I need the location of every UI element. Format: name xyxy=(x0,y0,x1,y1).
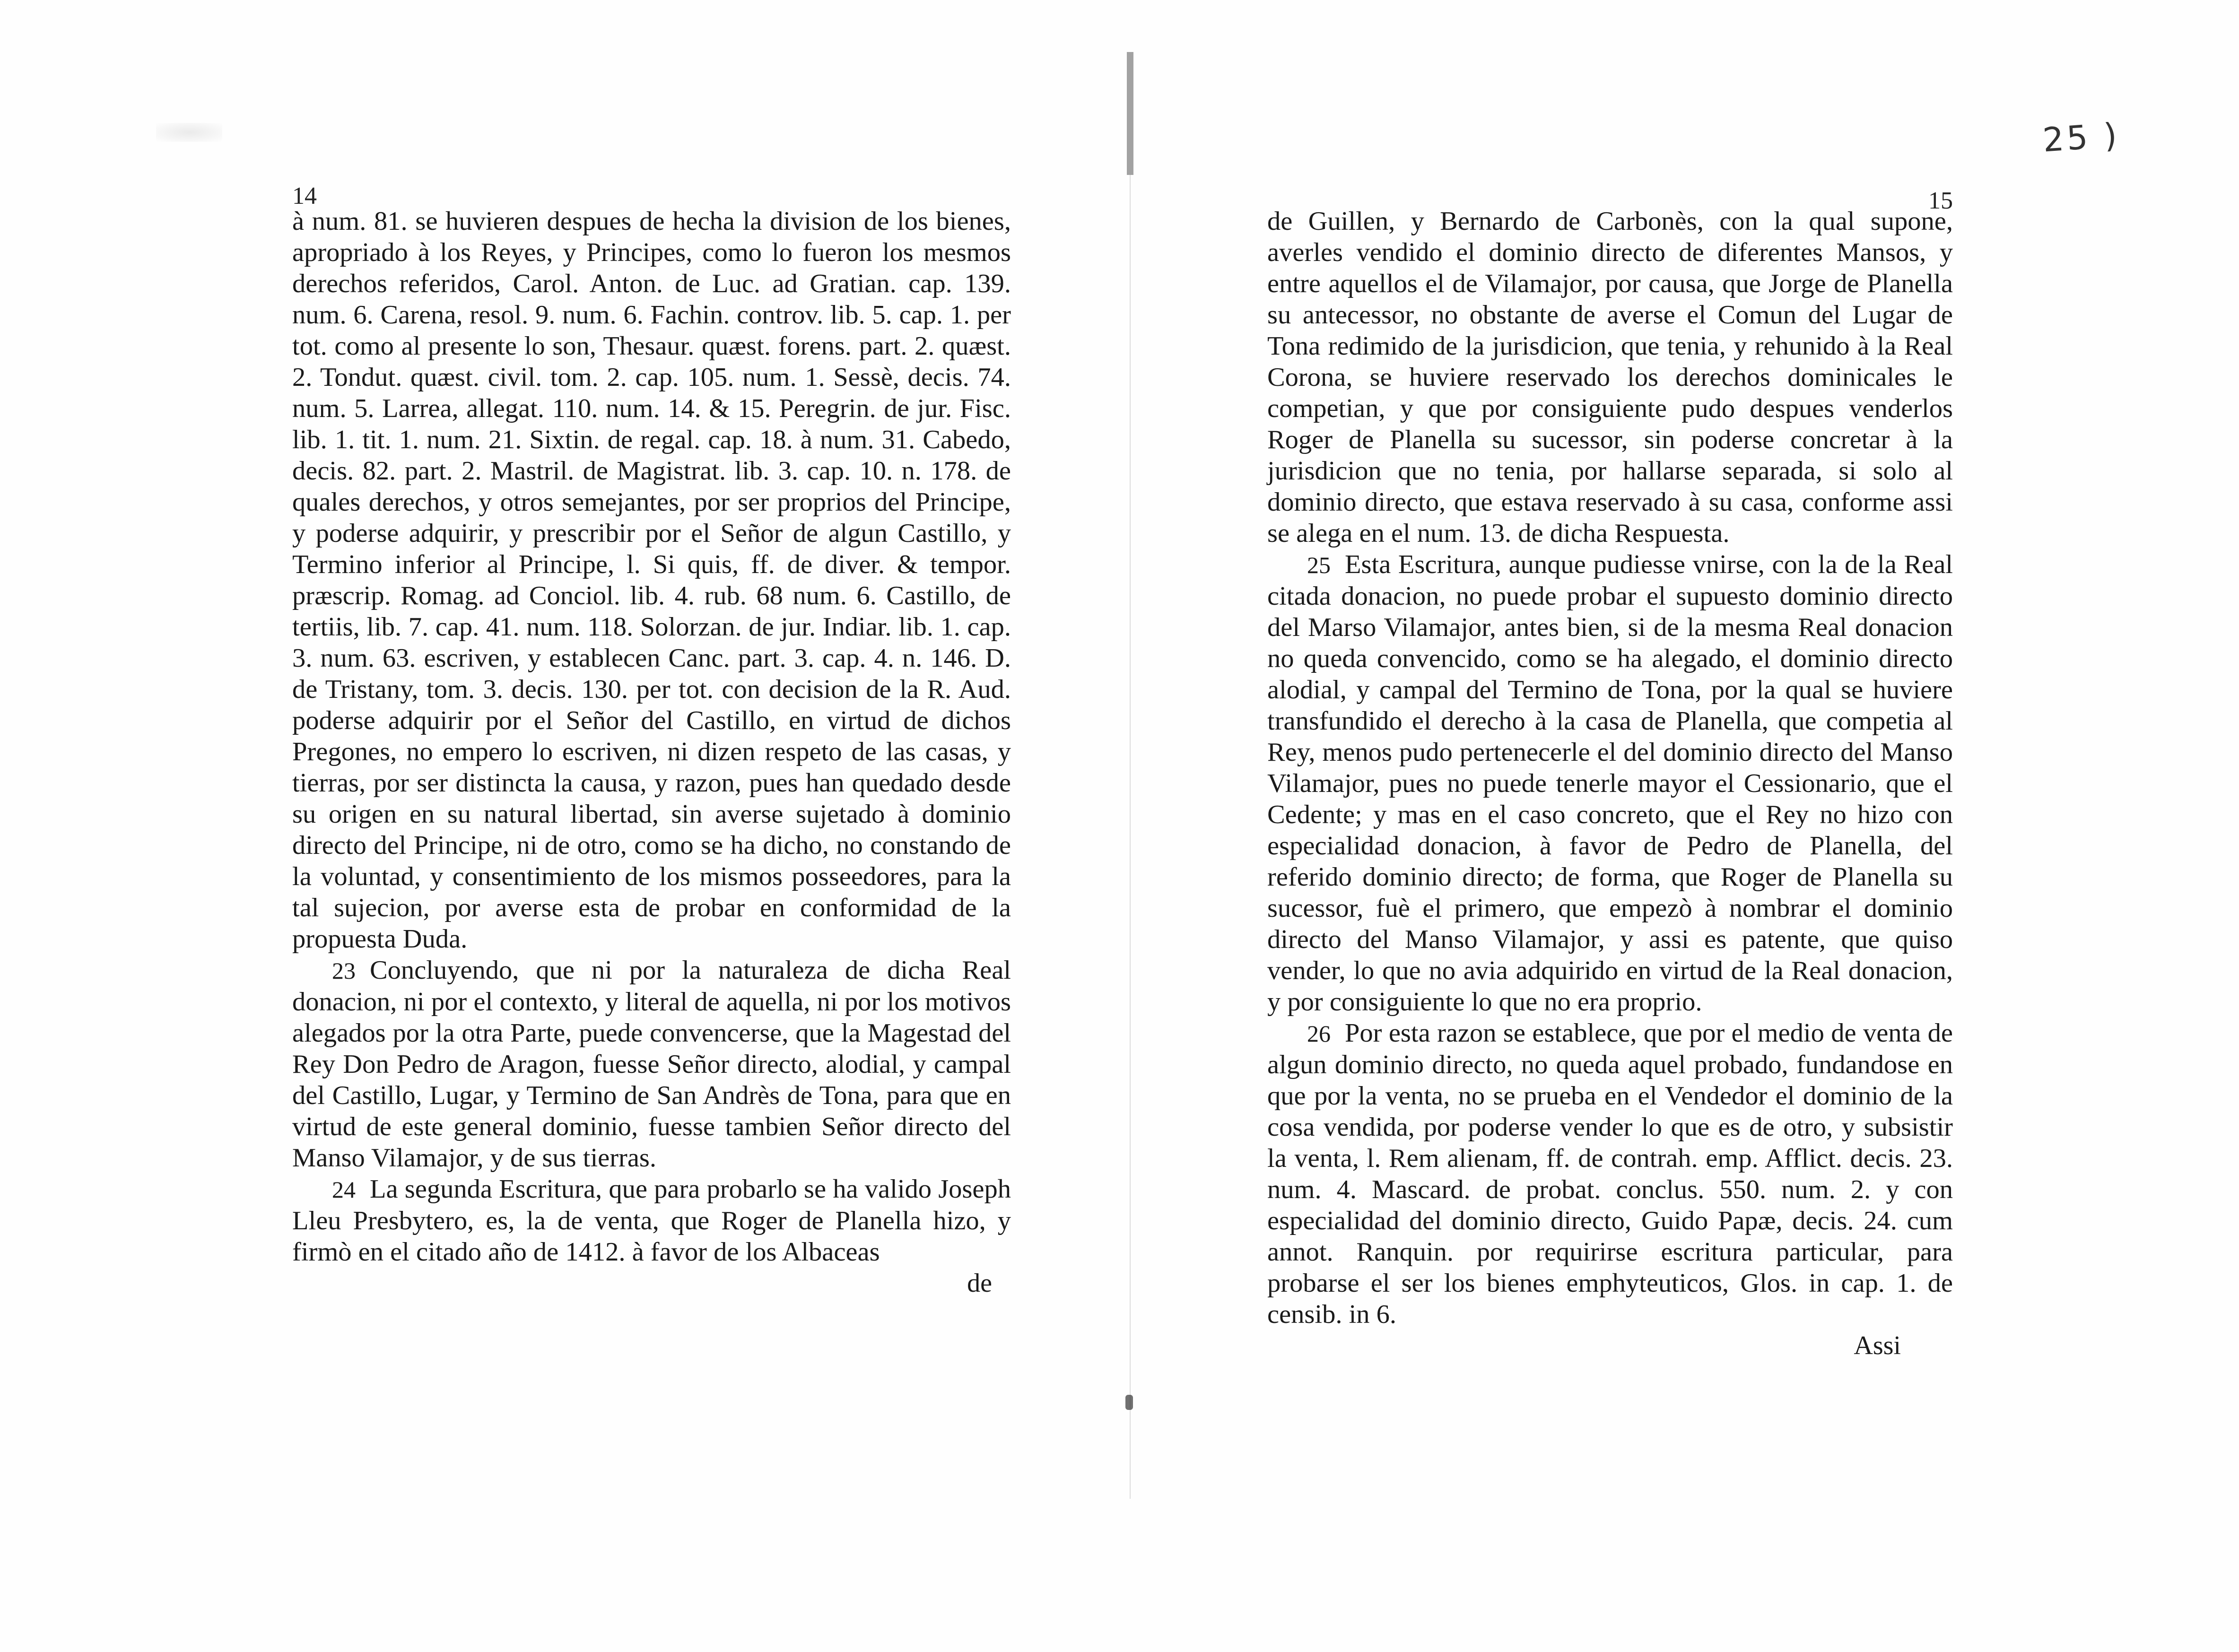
left-page-number: 14 xyxy=(292,183,317,209)
left-catchword: de xyxy=(967,1269,992,1298)
left-lead-paragraph: à num. 81. se huvieren despues de hecha la division de los bienes, apropriado à los Reyes, y Principes, como lo fueron los mesmos derechos referidos, Carol. Anton. de Luc. ad Gratian. cap. 139. num. 6. Carena, resol. 9. num. 6. Fachin. controv. lib. 5. cap. 1. per tot. como al presente lo son, Thesaur. quæst. forens. part. 2. quæst. 2. Tondut. quæst. civil. tom. 2. cap. 105. num. 1. Sessè, decis. 74. num. 5. Larrea, allegat. 110. num. 14. & 15. Peregrin. de jur. Fisc. lib. 1. tit. 1. num. 21. Sixtin. de regal. cap. 18. à num. 31. Cabedo, decis. 82. part. 2. Mastril. de Magistrat. lib. 3. cap. 10. n. 178. de quales derechos, y otros semejantes, por ser proprios del Principe, y poderse adquirir, y prescribir por el Señor de algun Castillo, y Termino inferior al Principe, l. Si quis, ff. de diver. & tempor. præscrip. Romag. ad Conciol. lib. 4. rub. 68 num. 6. Castillo, de tertiis, lib. 7. cap. 41. num. 118. Solorzan. de jur. Indiar. lib. 1. cap. 3. num. 63. escriven, y establecen Canc. part. 3. cap. 4. n. 146. D. de Tristany, tom. 3. decis. 130. per tot. con decision de la R. Aud. poderse adquirir por el Señor del Castillo, en virtud de dichos Pregones, no empero lo escriven, ni dizen respeto de las casas, y tierras, por ser distincta la causa, y razon, pues han quedado desde su origen en su natural libertad, sin averse sujetado à dominio directo del Principe, ni de otro, como se ha dicho, no constando de la voluntad, y consentimiento de los mismos posseedores, para la tal sujecion, por averse esta de probar en conformidad de la propuesta Duda. xyxy=(292,207,1011,954)
paragraph-23 xyxy=(292,955,1011,1174)
paragraph-text: La segunda Escritura, que para probarlo se ha valido Joseph Lleu Presbytero, es, la de venta, que Roger de Planella hizo, y firmò en el citado año de 1412. à favor de los Albaceas xyxy=(292,1174,1011,1267)
page-smudge xyxy=(156,123,222,142)
left-page xyxy=(292,183,1011,1299)
paragraph-25 xyxy=(1267,549,1953,1017)
gutter-line xyxy=(1130,175,1131,1499)
paragraph-text: Esta Escritura, aunque pudiesse vnirse, con la de la Real citada donacion, no puede probar el supuesto dominio directo del Marso Vilamajor, antes bien, si de la mesma Real donacion no queda convencido, como se ha alegado, el dominio directo alodial, y campal del Termino de Tona, por la qual se huviere transfundido el derecho à la casa de Planella, que competia al Rey, menos pudo pertenecerle el del dominio directo del Manso Vilamajor, pues no puede tenerle mayor el Cessionario, que el Cedente; y mas en el caso concreto, que el Rey no hizo con especialidad donacion, à favor de Pedro de Planella, del referido dominio directo; de forma, que Roger de Planella su sucessor, fuè el primero, que empezò à nombrar el dominio directo del Manso Vilamajor, y assi es patente, que quiso vender, lo que no avia adquirido en virtud de la Real donacion, y por consiguiente lo que no era proprio. xyxy=(1267,550,1953,1017)
paragraph-text: Por esta razon se establece, que por el medio de venta de algun dominio directo, no queda aquel probado, fundandose en que por la venta, no se prueba en el Vendedor el dominio de la cosa vendida, por poderse vender lo que es de otro, y subsistir la venta, l. Rem alienam, ff. de contrah. emp. Afflict. decis. 23. num. 4. Mascard. de probat. conclus. 550. num. 2. y con especialidad del dominio directo, Guido Papæ, decis. 24. cum annot. Ranquin. por requirirse escritura particular, para probarse el ser los bienes emphyteuticos, Glos. in cap. 1. de censib. in 6. xyxy=(1267,1018,1953,1329)
gutter-shadow xyxy=(1127,52,1133,175)
paragraph-number: 26 xyxy=(1307,1020,1331,1047)
right-page xyxy=(1267,187,1953,1361)
paragraph-26 xyxy=(1267,1017,1953,1330)
right-page-number: 15 xyxy=(1928,187,1953,214)
gutter-mark xyxy=(1125,1395,1133,1410)
right-catchword: Assi xyxy=(1854,1331,1901,1360)
paragraph-24 xyxy=(292,1174,1011,1268)
paragraph-number: 25 xyxy=(1307,552,1331,578)
right-page-text xyxy=(1267,187,1953,1330)
left-page-text xyxy=(292,187,1011,1268)
paragraph-text: Concluyendo, que ni por la naturaleza de dicha Real donacion, ni por el contexto, y literal de aquella, ni por los motivos alegados por la otra Parte, puede convencerse, que la Magestad del Rey Don Pedro de Aragon, fuesse Señor directo, alodial, y campal del Castillo, Lugar, y Termino de San Andrès de Tona, para que en virtud de este general dominio, fuesse tambien Señor directo del Manso Vilamajor, y de sus tierras. xyxy=(292,956,1011,1173)
paragraph-number: 23 xyxy=(332,957,356,984)
handwritten-folio-number: 25 ) xyxy=(2041,115,2121,160)
paragraph-number: 24 xyxy=(332,1176,356,1203)
right-lead-paragraph: de Guillen, y Bernardo de Carbonès, con la qual supone, averles vendido el dominio directo de diferentes Mansos, y entre aquellos el de Vilamajor, por causa, que Jorge de Planella su antecessor, no obstante de averse el Comun del Lugar de Tona redimido de la jurisdicion, que tenia, y rehunido à la Real Corona, se huviere reservado los derechos dominicales le competian, y que por consiguiente pudo despues venderlos Roger de Planella su sucessor, sin poderse concretar à la jurisdicion que no tenia, por hallarse separada, si solo al dominio directo, que estava reservado à su casa, conforme assi se alega en el num. 13. de dicha Respuesta. xyxy=(1267,207,1953,548)
